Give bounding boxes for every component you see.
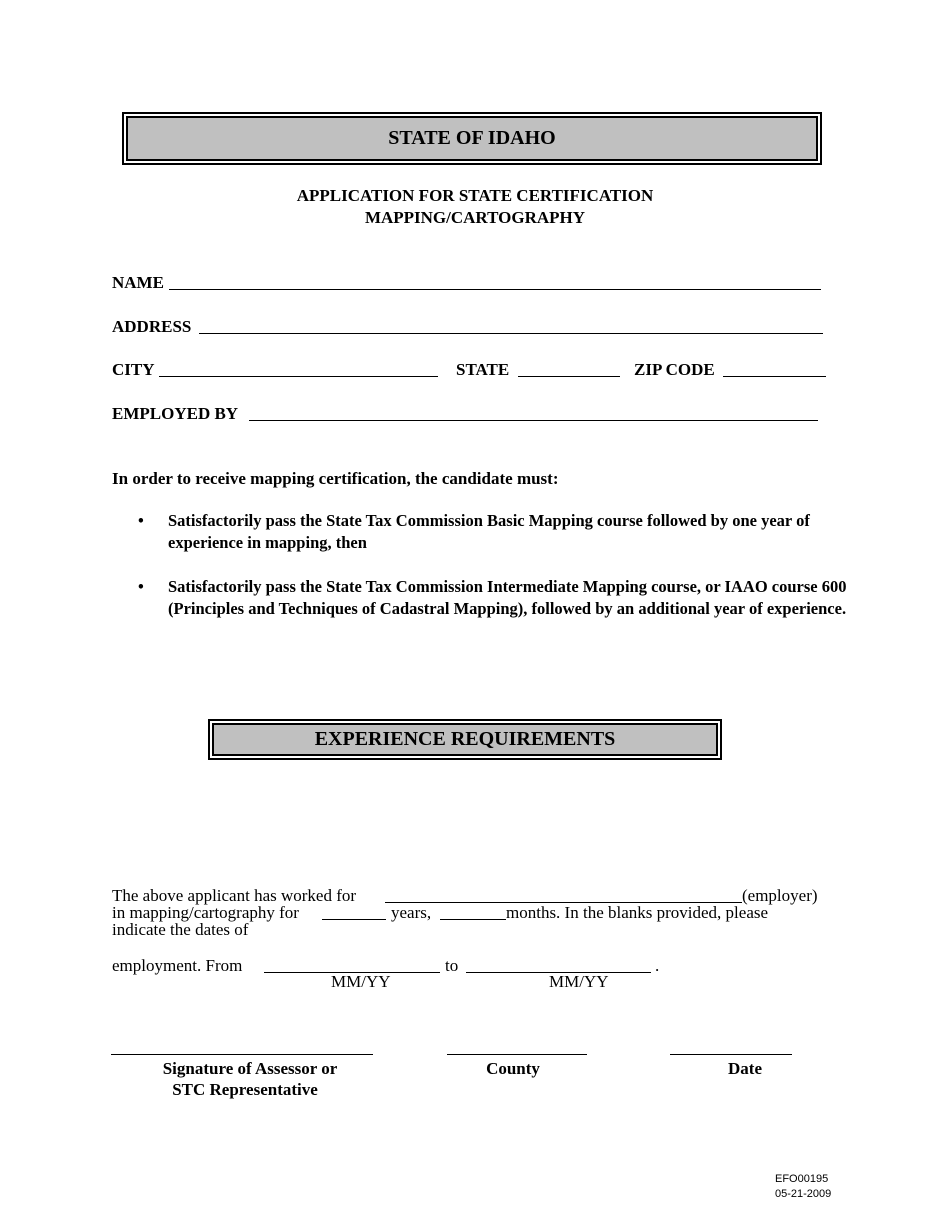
- employed-by-label: EMPLOYED BY: [112, 404, 239, 423]
- assessor-signature-label-2: STC Representative: [172, 1080, 318, 1099]
- experience-title: EXPERIENCE REQUIREMENTS: [212, 723, 718, 756]
- name-field[interactable]: [169, 289, 821, 290]
- requirement-text: Satisfactorily pass the State Tax Commission Intermediate Mapping course, or IAAO course 600 (Principles and Techniques of Cadastral Mapping), followed by an additional year of experience.: [168, 577, 847, 618]
- name-label: NAME: [112, 273, 164, 292]
- indicate-text: indicate the dates of: [112, 920, 249, 939]
- employment-from-text: employment. From: [112, 956, 243, 975]
- months-text: months. In the blanks provided, please: [506, 903, 769, 922]
- employed-by-field[interactable]: [249, 420, 818, 421]
- city-label: CITY: [112, 360, 155, 379]
- address-label: ADDRESS: [112, 317, 192, 336]
- period-text: .: [655, 956, 660, 975]
- experience-title-box: [208, 719, 722, 760]
- list-item: [112, 510, 852, 554]
- worked-for-text: The above applicant has worked for: [112, 886, 357, 905]
- to-date-format: MM/YY: [549, 972, 609, 991]
- requirement-text: Satisfactorily pass the State Tax Commission Basic Mapping course followed by one year of experience in mapping, then: [168, 511, 810, 552]
- list-item: [112, 576, 852, 620]
- years-text: years,: [391, 903, 432, 922]
- date-label: Date: [728, 1059, 762, 1078]
- state-field[interactable]: [518, 376, 620, 377]
- zip-code-label: ZIP CODE: [634, 360, 715, 379]
- requirements-list: [112, 510, 852, 642]
- employer-suffix: (employer): [742, 886, 818, 905]
- years-field[interactable]: [322, 919, 386, 920]
- assessor-signature-field[interactable]: [111, 1054, 373, 1055]
- state-label: STATE: [456, 360, 510, 379]
- bullet-icon: •: [138, 511, 144, 530]
- mapping-for-text: in mapping/cartography for: [112, 903, 299, 922]
- months-field[interactable]: [440, 919, 506, 920]
- county-label: County: [486, 1059, 540, 1078]
- address-field[interactable]: [199, 333, 823, 334]
- form-number: EFO00195: [775, 1173, 829, 1185]
- bullet-icon: •: [138, 577, 144, 596]
- form-date: 05-21-2009: [775, 1188, 832, 1200]
- zip-code-field[interactable]: [723, 376, 826, 377]
- subtitle-line-1: APPLICATION FOR STATE CERTIFICATION: [296, 186, 654, 205]
- requirements-intro: In order to receive mapping certification, the candidate must:: [112, 469, 559, 488]
- header-title-box: [122, 112, 822, 165]
- city-field[interactable]: [159, 376, 438, 377]
- to-text: to: [445, 956, 459, 975]
- subtitle-line-2: MAPPING/CARTOGRAPHY: [364, 208, 586, 227]
- county-field[interactable]: [447, 1054, 587, 1055]
- assessor-signature-label-1: Signature of Assessor or: [162, 1059, 338, 1078]
- from-date-format: MM/YY: [331, 972, 391, 991]
- date-field[interactable]: [670, 1054, 792, 1055]
- page-title: STATE OF IDAHO: [126, 116, 818, 161]
